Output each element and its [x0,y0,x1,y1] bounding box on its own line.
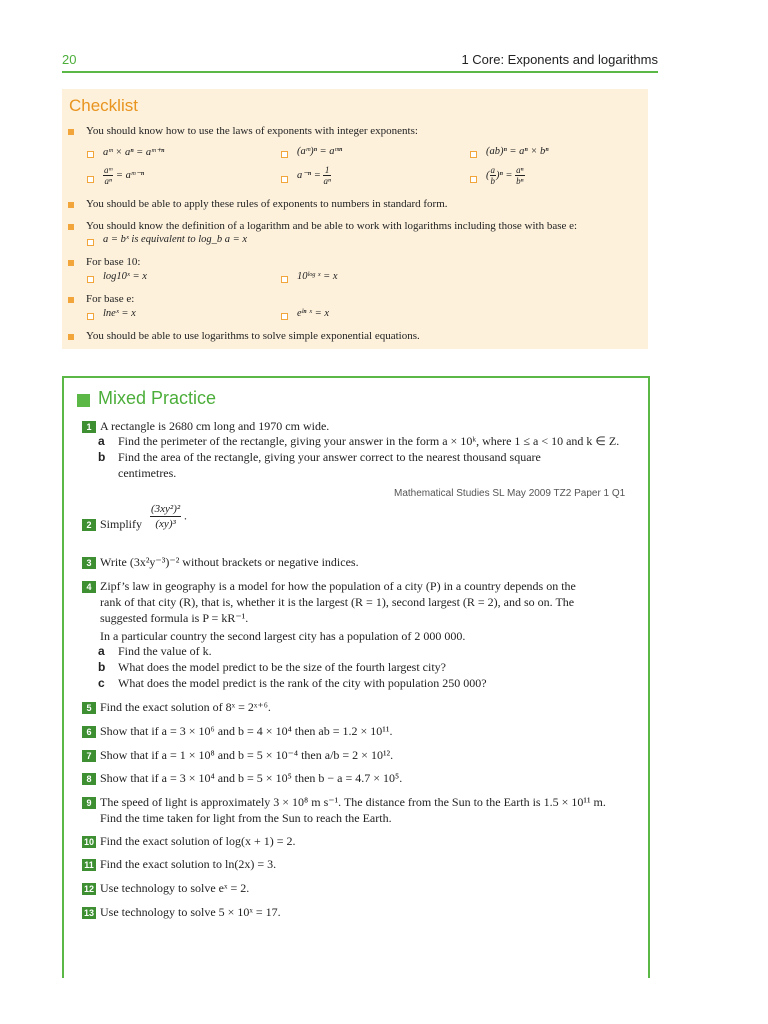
bullet-icon [68,202,74,208]
question-text: The speed of light is approximately 3 × 10⁸ m s⁻¹. The distance from the Sun to the Earth is 1.5 × 10¹¹ m. [100,795,606,809]
question-number-badge: 6 [82,726,96,738]
question-number-badge: 12 [83,884,94,894]
question-number-badge: 10 [83,837,94,847]
question-text-continued: suggested formula is P = kR⁻¹. [100,611,249,625]
mixed-practice-box [62,376,650,978]
question-text: Find the exact solution of log(x + 1) = 2. [100,834,296,848]
question-part: What does the model predict is the rank of the city with population 250 000? [118,676,487,690]
question-text: Find the exact solution of 8ˣ = 2ˣ⁺⁶. [100,700,271,714]
question-text: Show that if a = 3 × 10⁶ and b = 4 × 10⁴ then ab = 1.2 × 10¹¹. [100,724,393,738]
formula-log10: log10ˣ = x [103,271,147,282]
question-number-badge: 8 [82,773,96,785]
checklist-item: For base e: [86,293,135,305]
question-part: Find the area of the rectangle, giving your answer correct to the nearest thousand square [118,450,541,464]
header-rule [62,71,658,73]
page-number: 20 [62,52,77,67]
checkbox-icon [281,276,288,283]
question-text: Find the exact solution to ln(2x) = 3. [100,857,277,871]
formula-ln-e: lneˣ = x [103,308,136,319]
page-header [62,52,658,70]
question-part: Find the value of k. [118,644,212,658]
part-label: a [98,644,105,658]
section-square-icon [77,394,90,407]
formula-product-rule: aᵐ × aⁿ = aᵐ⁺ⁿ [103,147,165,158]
question-text: Use technology to solve eˣ = 2. [100,881,250,895]
part-label: b [98,660,106,674]
checklist-item: You should be able to apply these rules of exponents to numbers in standard form. [86,198,448,210]
question-text: Show that if a = 1 × 10⁸ and b = 5 × 10⁻⁴ then a/b = 2 × 10¹². [100,748,394,762]
question-part: What does the model predict to be the size of the fourth largest city? [118,660,447,674]
bullet-icon [68,297,74,303]
question-number-badge: 13 [83,908,94,918]
question-text: Show that if a = 3 × 10⁴ and b = 5 × 10⁵ then b − a = 4.7 × 10⁵. [100,771,403,785]
checklist-title: Checklist [69,96,138,115]
simplify-expression: $\frac{\text{(3xy²)²}}{\text{(xy)³}}$ . [151,503,188,530]
question-number-badge: 3 [82,557,96,569]
bullet-icon [68,334,74,340]
checkbox-icon [87,239,94,246]
bullet-icon [68,224,74,230]
part-label: b [98,450,106,464]
question-text: Use technology to solve 5 × 10ˣ = 17. [100,905,281,919]
checkbox-icon [470,151,477,158]
checklist-item: For base 10: [86,256,141,268]
mixed-practice-title: Mixed Practice [98,388,217,408]
question-text-continued: rank of that city (R), that is, whether it is the largest (R = 1), second largest (R = 2), and so on. The [100,595,575,609]
formula-fraction-power: ( $\frac{a}{b}$ )ⁿ = $\frac{\text{aⁿ}}{\text{bⁿ}}$ [486,165,524,186]
formula-quotient-rule: $\frac{\text{aᵐ}}{\text{aⁿ}}$ = aᵐ⁻ⁿ [104,165,145,186]
chapter-title: 1 Core: Exponents and logarithms [461,52,658,67]
question-number-badge: 5 [82,702,96,714]
formula-log-definition: a = bˣ is equivalent to log_b a = x [103,234,247,245]
question-text-continued: In a particular country the second largest city has a population of 2 000 000. [100,629,466,643]
question-number-badge: 1 [82,421,96,433]
formula-product-power: (ab)ⁿ = aⁿ × bⁿ [486,146,549,157]
checklist-item: You should be able to use logarithms to solve simple exponential equations. [86,330,420,342]
question-part: Find the perimeter of the rectangle, giving your answer in the form a × 10ᵏ, where 1 ≤ a < 10 and k ∈ Z. [118,434,620,448]
checkbox-icon [87,276,94,283]
part-label: a [98,434,105,448]
checkbox-icon [87,313,94,320]
checkbox-icon [470,176,477,183]
checkbox-icon [281,313,288,320]
question-number-badge: 4 [82,581,96,593]
formula-e-power-ln: eˡⁿ ˣ = x [297,308,329,319]
question-source: Mathematical Studies SL May 2009 TZ2 Paper 1 Q1 [394,488,626,499]
checkbox-icon [87,151,94,158]
formula-negative-exponent: a⁻ⁿ = $\frac{1}{\text{aⁿ}}$ [297,165,331,186]
checklist-item: You should know how to use the laws of exponents with integer exponents: [86,125,418,137]
question-text: Write (3x²y⁻³)⁻² without brackets or negative indices. [100,555,359,569]
checkbox-icon [281,151,288,158]
checkbox-icon [281,176,288,183]
question-number-badge: 7 [82,750,96,762]
checklist-box [62,89,648,349]
question-text: A rectangle is 2680 cm long and 1970 cm wide. [100,419,330,433]
question-text: Zipf’s law in geography is a model for how the population of a city (P) in a country depends on the [100,579,576,593]
question-text: Simplify [100,517,143,531]
checklist-item: You should know the definition of a logarithm and be able to work with logarithms including those with base e: [86,220,578,232]
question-number-badge: 11 [82,859,96,871]
question-part-continued: centimetres. [118,466,177,480]
question-number-badge: 9 [82,797,96,809]
bullet-icon [68,129,74,135]
formula-10-power-log: 10ˡᵒᵍ ˣ = x [297,271,338,282]
formula-power-rule: (aᵐ)ⁿ = aᵐⁿ [297,146,343,157]
part-label: c [98,676,105,690]
checkbox-icon [87,176,94,183]
bullet-icon [68,260,74,266]
question-number-badge: 2 [82,519,96,531]
question-text-continued: Find the time taken for light from the Sun to reach the Earth. [100,811,392,825]
